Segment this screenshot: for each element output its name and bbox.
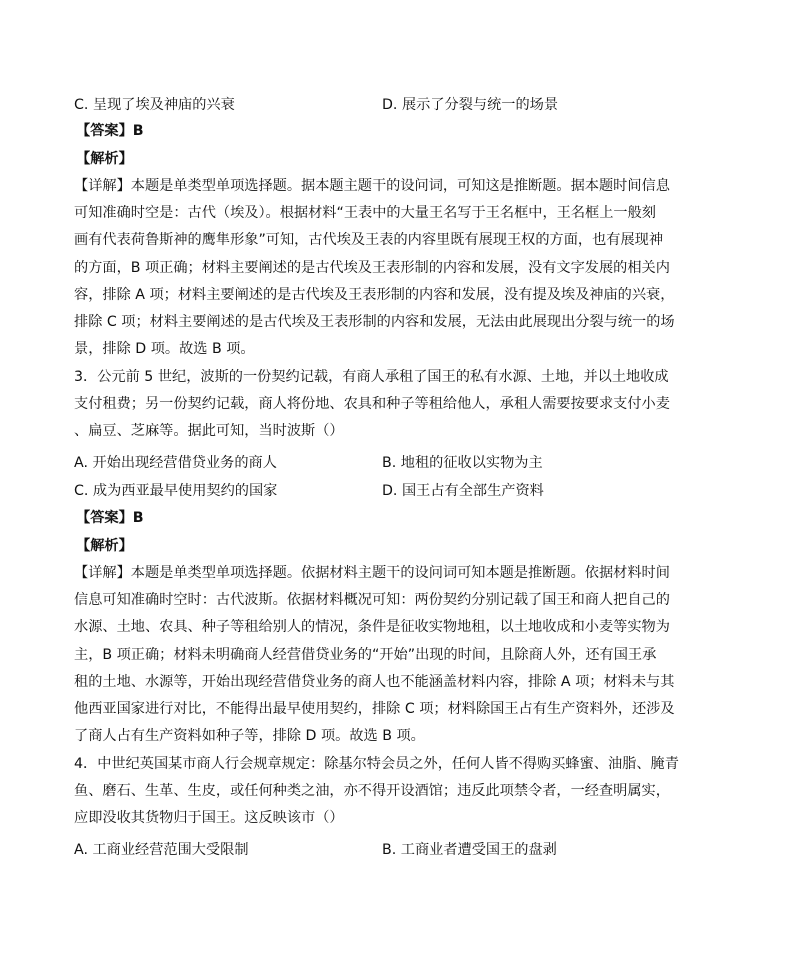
q3-explanation-line: 主，B 项正确；材料未明确商人经营借贷业务的“开始”出现的时间，且除商人外，还有国王承 <box>74 646 657 663</box>
q2-explanation-line: 画有代表荷鲁斯神的鹰隼形象”可知，古代埃及王表的内容里既有展现王权的方面，也有展现神 <box>74 232 664 249</box>
q4-stem <box>74 751 734 833</box>
q3-explanation-line: 【详解】本题是单类型单项选择题。依据材料主题干的设问词可知本题是推断题。依据材料时间 <box>74 565 670 581</box>
q3-option-a: A. 开始出现经营借贷业务的商人 <box>74 455 277 471</box>
q2-explanation-line: 的方面，B 项正确；材料主要阐述的是古代埃及王表形制的内容和发展，没有文字发展的相关内 <box>74 259 670 276</box>
q4-options-row-1 <box>74 838 754 862</box>
q2-explanation-line: 可知准确时空是：古代（埃及）。根据材料“王表中的大量王名写于王名框中，王名框上一般刻 <box>74 205 656 222</box>
q4-option-a: A. 工商业经营范围大受限制 <box>74 842 249 858</box>
q3-explanation-line: 水源、土地、农具、种子等租给别人的情况，条件是征收实物地租，以土地收成和小麦等实物为 <box>74 619 670 636</box>
q3-stem-line: 3．公元前 5 世纪，波斯的一份契约记载，有商人承租了国王的私有水源、土地，并以土地收成 <box>74 369 669 385</box>
q3-answer: 【答案】B <box>76 510 144 526</box>
q2-analysis-heading: 【解析】 <box>76 151 133 167</box>
q3-option-c: C. 成为西亚最早使用契约的国家 <box>74 483 278 499</box>
q2-answer: 【答案】B <box>76 123 144 139</box>
q4-stem-line: 4．中世纪英国某市商人行会规章规定：除基尔特会员之外，任何人皆不得购买蜂蜜、油脂、腌青 <box>74 756 679 772</box>
q2-option-c: C. 呈现了埃及神庙的兴衰 <box>74 97 235 113</box>
q3-explanation-line: 租的土地、水源等，开始出现经营借贷业务的商人也不能涵盖材料内容，排除 A 项；材料未与其 <box>74 673 675 690</box>
q4-stem-line: 鱼、磨石、生革、生皮，或任何种类之油，亦不得开设酒馆；违反此项禁令者，一经查明属实， <box>74 783 670 800</box>
q3-stem <box>74 364 734 446</box>
q3-option-d: D. 国王占有全部生产资料 <box>382 483 544 499</box>
q3-stem-line: 、扁豆、芝麻等。据此可知，当时波斯（） <box>74 423 344 440</box>
q2-explanation-line: 排除 C 项；材料主要阐述的是古代埃及王表形制的内容和发展，无法由此展现出分裂与统一的场 <box>74 314 675 331</box>
q3-explanation-line: 信息可知准确时空时：古代波斯。依据材料概况可知：两份契约分别记载了国王和商人把自己的 <box>74 592 670 609</box>
q3-options-row-2 <box>74 479 754 503</box>
q3-analysis-heading: 【解析】 <box>76 538 133 554</box>
q3-option-b: B. 地租的征收以实物为主 <box>382 455 543 471</box>
q3-stem-line: 支付租费；另一份契约记载，商人将份地、农具和种子等租给他人，承租人需要按要求支付小麦 <box>74 396 670 413</box>
q3-options-row-1 <box>74 451 754 475</box>
q2-explanation-line: 【详解】本题是单类型单项选择题。据本题主题干的设问词，可知这是推断题。据本题时间信息 <box>74 178 670 194</box>
q3-explanation-line: 了商人占有生产资料如种子等，排除 D 项。故选 B 项。 <box>74 728 425 745</box>
q2-explanation-line: 容，排除 A 项；材料主要阐述的是古代埃及王表形制的内容和发展，没有提及埃及神庙的兴衰， <box>74 286 675 303</box>
q4-stem-line: 应即没收其货物归于国王。这反映该市（） <box>74 810 344 827</box>
q3-explanation <box>74 560 734 750</box>
q4-option-b: B. 工商业者遭受国王的盘剥 <box>382 842 557 858</box>
q2-explanation <box>74 173 734 363</box>
q3-explanation-line: 他西亚国家进行对比，不能得出最早使用契约，排除 C 项；材料除国王占有生产资料外，还涉及 <box>74 701 675 718</box>
q2-option-d: D. 展示了分裂与统一的场景 <box>382 97 559 113</box>
q2-options-row-1 <box>74 93 754 117</box>
q2-explanation-line: 景，排除 D 项。故选 B 项。 <box>74 341 255 358</box>
